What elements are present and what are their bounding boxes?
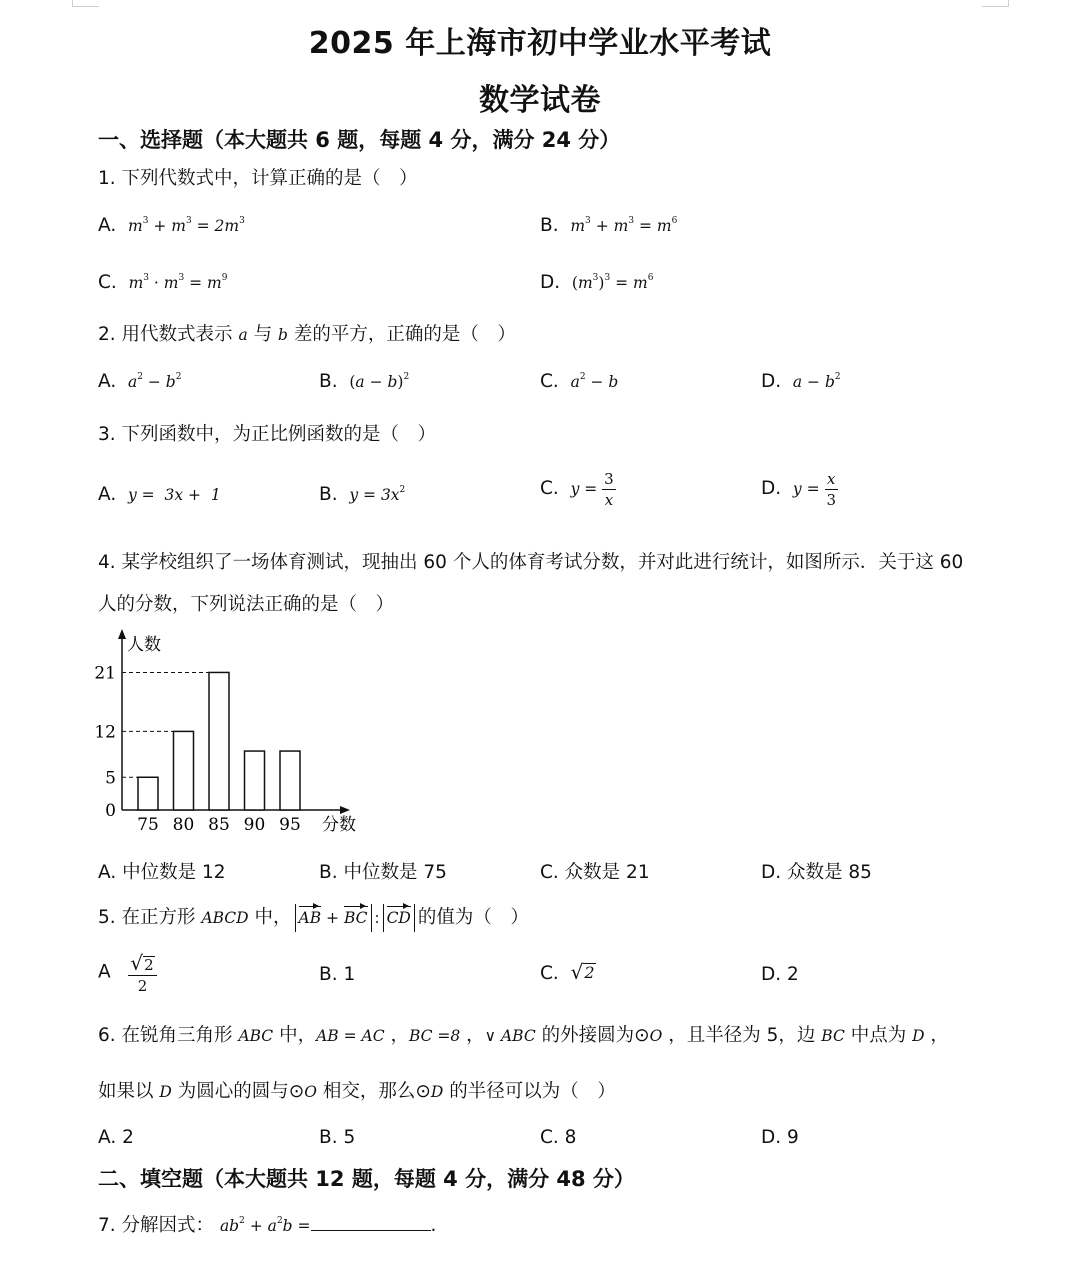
q3-option-c: C. y = $\frac{3}{x}$: [540, 470, 614, 509]
q2-option-b: B. $(a - b)^2$: [319, 371, 410, 392]
y-tick-label: 12: [94, 722, 116, 743]
question-1-stem: 1. 下列代数式中，计算正确的是（ ）: [98, 168, 418, 189]
q5-option-a: A √ 2 2: [98, 953, 157, 994]
score-histogram: [90, 625, 380, 840]
q6-option-a: A. 2: [98, 1127, 134, 1148]
y-tick-label: 0: [105, 801, 116, 821]
q6-option-d: D. 9: [761, 1127, 799, 1148]
question-2-stem: 2. 用代数式表示 a 与 b 差的平方，正确的是（ ）: [98, 324, 516, 345]
q5-option-b: B. 1: [319, 964, 356, 985]
x-tick-label: 85: [208, 815, 230, 835]
bar-95: [280, 751, 300, 810]
q6-option-b: B. 5: [319, 1127, 356, 1148]
x-axis-arrow: [340, 806, 350, 814]
x-axis-label: 分数: [322, 815, 356, 835]
bar-90: [245, 751, 265, 810]
q2-option-a: A. $a^2 - b^2$: [98, 371, 182, 392]
q5-option-d: D. 2: [761, 964, 799, 985]
q4-option-c: C. 众数是 21: [540, 862, 650, 883]
page-subtitle: 数学试卷: [479, 83, 601, 118]
q3-option-a: A. y = 3x + 1: [98, 484, 221, 505]
bar-85: [209, 672, 229, 810]
x-tick-label: 95: [279, 815, 301, 835]
x-tick-label: 80: [172, 815, 195, 835]
q3-option-b: B. $y = 3x^2$: [319, 484, 406, 505]
bar-80: [174, 731, 194, 810]
question-4-stem-line1: 4. 某学校组织了一场体育测试，现抽出 60 个人的体育考试分数，并对此进行统计，如图所示．关于这 60: [98, 552, 964, 573]
q2-option-c: C. $a^2 - b$: [540, 371, 619, 392]
question-6-stem-line2: 如果以 D 为圆心的圆与⊙O 相交，那么⊙D 的半径可以为（ ）: [98, 1081, 616, 1102]
page-corner-left: [72, 0, 99, 7]
y-tick-label: 5: [105, 768, 116, 789]
q5-option-c: C. √ 2: [540, 960, 595, 984]
q1-option-c: C. $m^3 \cdot m^3 = m^9$: [98, 272, 228, 293]
answer-blank[interactable]: [311, 1216, 431, 1231]
section-2-heading: 二、填空题（本大题共 12 题，每题 4 分，满分 48 分）: [98, 1167, 635, 1191]
page-title: 2025 年上海市初中学业水平考试: [308, 26, 772, 61]
question-5-stem: 5. 在正方形 ABCD 中， AB + BC : CD 的值为（ ）: [98, 903, 529, 932]
section-heading: 一、选择题（本大题共 6 题，每题 4 分，满分 24 分）: [98, 128, 621, 152]
x-tick-label: 75: [137, 815, 159, 835]
question-7-stem: 7. 分解因式： $ab^2 + a^2b$ = .: [98, 1215, 437, 1236]
q4-option-a: A. 中位数是 12: [98, 862, 226, 883]
q6-option-c: C. 8: [540, 1127, 577, 1148]
question-3-stem: 3. 下列函数中，为正比例函数的是（ ）: [98, 424, 437, 445]
q1-option-a: A. $m^3 + m^3 = 2m^3$: [98, 215, 245, 236]
question-6-stem-line1: 6. 在锐角三角形 ABC 中，AB = AC ，BC =8 ，∨ ABC 的外接圆为⊙O ，且半径为 5，边 BC 中点为 D ，: [98, 1025, 949, 1046]
q2-option-d: D. $a - b^2$: [761, 371, 841, 392]
q3-option-d: D. y = $\frac{x}{3}$: [761, 470, 837, 509]
question-4-stem-line2: 人的分数，下列说法正确的是（ ）: [98, 594, 395, 615]
q1-option-b: B. $m^3 + m^3 = m^6$: [540, 215, 678, 236]
x-tick-label: 90: [243, 815, 266, 835]
q4-option-d: D. 众数是 85: [761, 862, 872, 883]
q1-option-d: D. $(m^3)^3 = m^6$: [540, 272, 654, 293]
y-axis-arrow: [118, 629, 126, 639]
bar-75: [138, 777, 158, 810]
y-axis-label: 人数: [127, 635, 161, 655]
page-corner-right: [982, 0, 1009, 7]
y-tick-label: 21: [94, 663, 116, 684]
q4-option-b: B. 中位数是 75: [319, 862, 447, 883]
